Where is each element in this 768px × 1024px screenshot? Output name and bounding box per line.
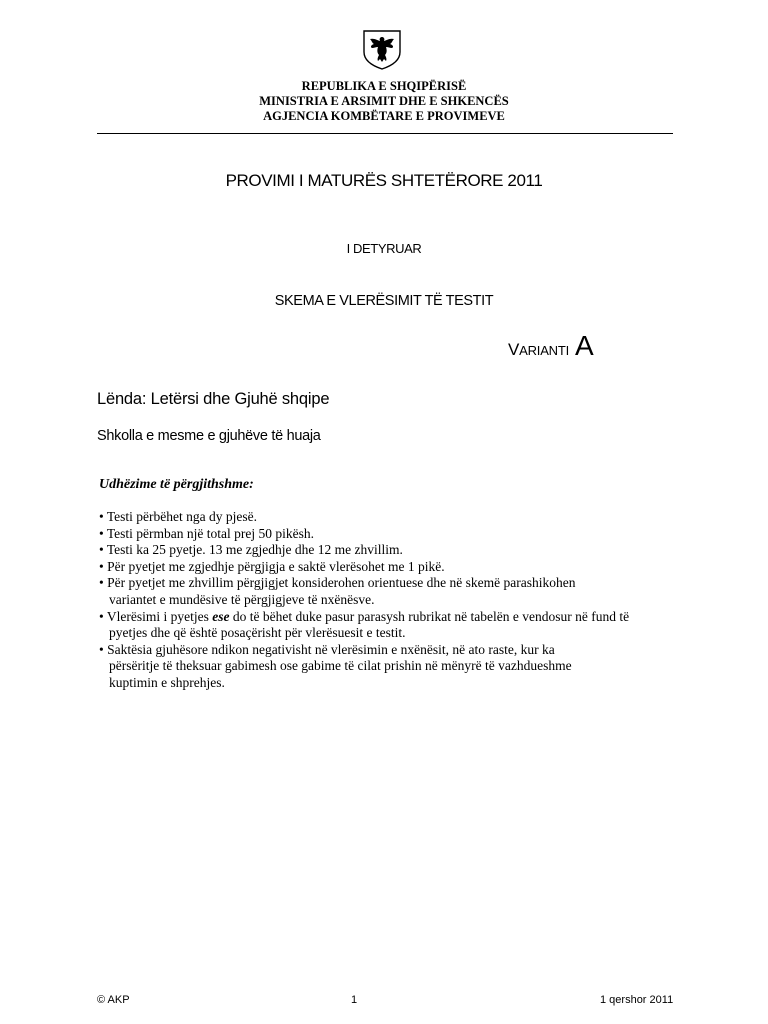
instruction-item: • Testi përmban një total prej 50 pikësh. <box>99 525 314 541</box>
variant-letter: A <box>575 330 594 361</box>
header-divider <box>97 133 673 134</box>
header-ministry: MINISTRIA E ARSIMIT DHE E SHKENCËS <box>259 94 509 108</box>
instruction-item: • Saktësia gjuhësore ndikon negativisht në vlerësimin e nxënësit, në ato raste, kur ka <box>99 641 555 657</box>
school-line: Shkolla e mesme e gjuhëve të huaja <box>97 428 321 444</box>
instruction-emphasis: ese <box>212 608 230 624</box>
instructions-heading: Udhëzime të përgjithshme: <box>99 477 254 492</box>
instruction-item: • Për pyetjet me zgjedhje përgjigja e saktë vlerësohet me 1 pikë. <box>99 558 445 574</box>
instruction-item <box>99 609 689 626</box>
variant-word-rest: ARIANTI <box>519 343 570 358</box>
instruction-item: • Testi ka 25 pyetje. 13 me zgjedhje dhe 12 me zhvillim. <box>99 542 403 558</box>
header-agency: AGJENCIA KOMBËTARE E PROVIMEVE <box>263 109 505 123</box>
subject-line: Lënda: Letërsi dhe Gjuhë shqipe <box>97 390 330 408</box>
exam-title: PROVIMI I MATURËS SHTETËRORE 2011 <box>225 171 543 190</box>
albanian-eagle-emblem <box>360 28 404 70</box>
footer-date: 1 qershor 2011 <box>600 994 674 1006</box>
variant-label <box>508 330 594 362</box>
instruction-item-continuation: variantet e mundësive të përgjigjeve të nxënësve. <box>109 591 375 607</box>
instruction-item-continuation: kuptimin e shprehjes. <box>109 674 225 690</box>
header-republic: REPUBLIKA E SHQIPËRISË <box>301 79 467 93</box>
variant-word-initial: V <box>508 340 520 359</box>
footer-page-number: 1 <box>351 994 358 1006</box>
instruction-text: • Vlerësimi i pyetjes <box>99 608 213 624</box>
instruction-item: • Për pyetjet me zhvillim përgjigjet konsiderohen orientuese dhe në skemë parashikohen <box>99 575 576 591</box>
scheme-title: SKEMA E VLERËSIMIT TË TESTIT <box>274 293 494 309</box>
exam-type: I DETYRUAR <box>346 241 422 256</box>
instruction-text: do të bëhet duke pasur parasysh rubrikat në tabelën e vendosur në fund të <box>229 608 630 624</box>
instruction-item-continuation: përsëritje të theksuar gabimesh ose gabime të cilat prishin në mënyrë të vazhdueshme <box>109 658 572 674</box>
footer-copyright: © AKP <box>97 994 130 1006</box>
instruction-item-continuation: pyetjes dhe që është posaçërisht për vlerësuesit e testit. <box>109 625 406 641</box>
instruction-item: • Testi përbëhet nga dy pjesë. <box>99 509 257 524</box>
instructions-list <box>99 509 689 692</box>
